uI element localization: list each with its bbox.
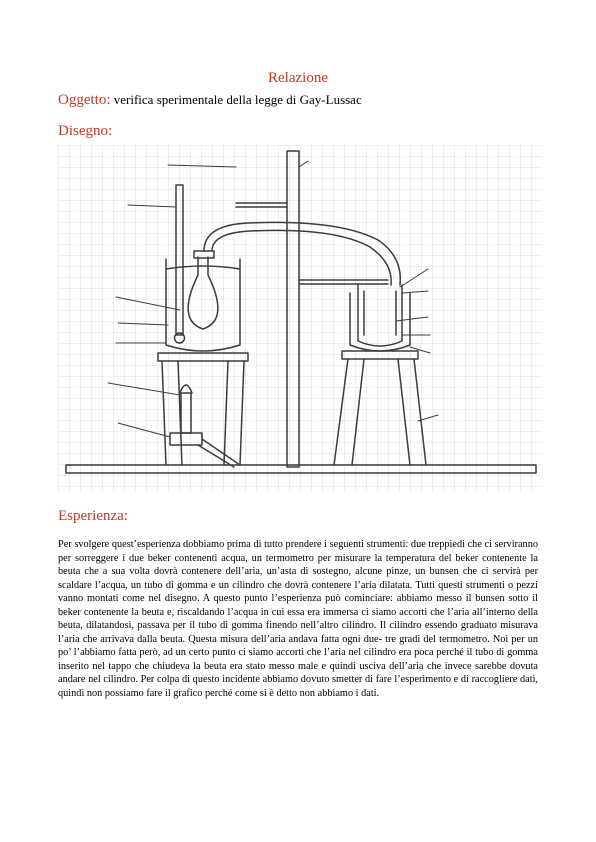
subject-text: verifica sperimentale della legge di Gay-Lussac: [113, 92, 362, 107]
page-title: Relazione: [268, 70, 328, 86]
apparatus-drawing: [58, 145, 542, 492]
experience-heading: Esperienza:: [58, 508, 128, 524]
grid-paper: [58, 145, 542, 492]
subject-line: [58, 92, 362, 109]
experience-body: Per svolgere quest’esperienza dobbiamo prima di tutto prendere i seguenti strumenti: due treppiedi che ci serviranno per sorreggere i due beker contenenti acqua, un termometro per misurare la temperatura del beker contenente la beuta che a sua volta dovrà contenere dell’aria, un’asta di sostegno, alcune pinze, un bunsen che ci servirà per scaldare l’acqua, un tubo di gomma e un cilindro che dovrà contenere l’aria dilatata. Tutti questi strumenti o pezzi vanno montati come nel disegno. A questo punto l’esperienza può cominciare: abbiamo messo il bunsen sotto il beker contenente la beuta e, riscaldando l’acqua in cui essa era immersa ci siamo accorti che l’aria all’interno della beuta, dilatandosi, passava per il tubo di gomma finendo nell’altro cilindro. Il cilindro essendo graduato misurava l’aria che arrivava dalla beuta. Questa misura dell’aria andava fatta ogni due- tre gradi del termometro. Noi per un po’ l’abbiamo fatta però, ad un certo punto ci siamo accorti che l’aria nel cilindro era poca perché il tubo di gomma inserito nel tappo che chiudeva la beuta era stato messo male e quindi usciva dell’aria che invece sarebbe dovuta andare nel cilindro. Per colpa di questo incidente abbiamo dovuto smetter di fare l’esperimento e di raccogliere dati, quindi non possiamo fare il grafico perché come si è detto non abbiamo i dati.: [58, 539, 538, 699]
subject-label: Oggetto:: [58, 92, 111, 108]
drawing-heading: Disegno:: [58, 123, 113, 139]
